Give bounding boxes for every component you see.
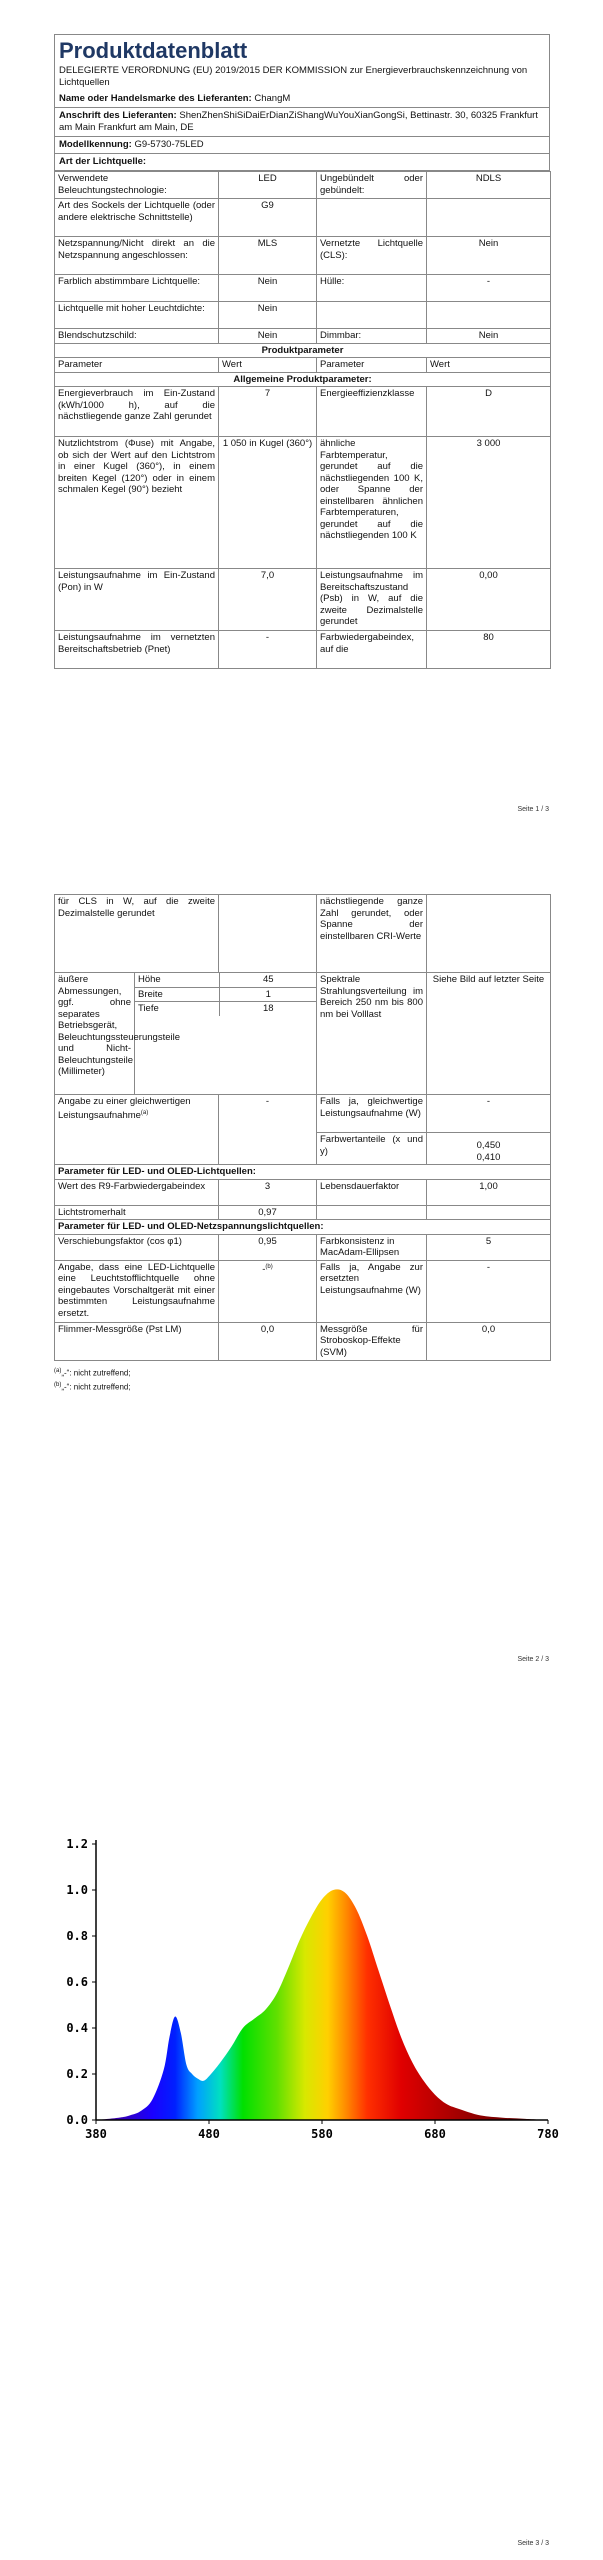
dim-name: Höhe: [135, 973, 219, 987]
datasheet-page-1: [54, 34, 550, 669]
y-tick-label: 0.6: [66, 1975, 88, 1989]
life-label: Lebensdauerfaktor: [317, 1179, 427, 1205]
svm-label: Messgröße für Stroboskop-Effekte (SVM): [317, 1322, 427, 1360]
type-label-2: [317, 199, 427, 237]
model-row: [54, 137, 550, 154]
equiv-value: -: [219, 1095, 317, 1165]
table-row: [55, 631, 551, 669]
regulation-text: DELEGIERTE VERORDNUNG (EU) 2019/2015 DER KOMMISSION zur Energieverbrauchskennzeichnung von Lichtquellen: [59, 65, 528, 88]
footnote-a-marker: (a): [140, 1109, 149, 1116]
type-label-1: Verwendete Beleuchtungstechnologie:: [55, 172, 219, 199]
replace-value: [219, 1260, 317, 1322]
type-value-1: G9: [219, 199, 317, 237]
dim-value: 45: [219, 973, 317, 987]
table-row: [55, 1095, 551, 1133]
type-label-2: Hülle:: [317, 275, 427, 302]
y-tick-label: 0.4: [66, 2021, 88, 2035]
model-label: Modellkennung:: [59, 139, 132, 150]
maint-label: Lichtstromerhalt: [55, 1205, 219, 1220]
light-source-type-table: [54, 171, 551, 669]
param-label-2: ähnliche Farbtemperatur, gerundet auf die nächstliegenden 100 K, oder Spanne der einstellbaren ähnlichen Farbtemperaturen, gerundet auf die nächstliegenden 100 K: [317, 437, 427, 569]
param-label-2: Energieeffizienzklasse: [317, 387, 427, 437]
general-params-header-row: [55, 372, 551, 387]
type-value-2: Nein: [427, 329, 551, 344]
type-value-1: Nein: [219, 275, 317, 302]
page-3: [0, 1670, 603, 2560]
spectral-value: Siehe Bild auf letzter Seite: [427, 973, 551, 1095]
dimensions-subtable: [135, 973, 317, 1016]
y-tick-label: 0.8: [66, 1929, 88, 1943]
equiv-yes-label: Falls ja, gleichwertige Leistungsaufnahme (W): [317, 1095, 427, 1133]
chart-area: [66, 1837, 559, 2141]
model-value: G9-5730-75LED: [134, 139, 204, 150]
page-title: Produktdatenblatt: [59, 38, 248, 63]
datasheet-page-2: [54, 894, 550, 1394]
footnotes: [54, 1365, 550, 1394]
cont-value-2: [427, 895, 551, 973]
y-tick-label: 0.2: [66, 2067, 88, 2081]
supplier-address-value: ShenZhenShiSiDaiErDianZiShangWuYouXianGongSi, Bettinastr. 30, 60325 Frankfurt am Main Frankfurt am Main, DE: [59, 110, 538, 133]
table-row: [55, 237, 551, 275]
table-row: [55, 329, 551, 344]
supplier-address-row: [54, 108, 550, 137]
type-label-2: Vernetzte Lichtquelle (CLS):: [317, 237, 427, 275]
title-box: [54, 34, 550, 91]
col-value-2: Wert: [427, 358, 551, 373]
mains-header-row: [55, 1220, 551, 1235]
footnote-a-text: „-“: nicht zutreffend;: [61, 1368, 131, 1378]
dim-value: 1: [219, 987, 317, 1002]
x-tick-label: 480: [198, 2127, 220, 2141]
cos-value: 0,95: [219, 1234, 317, 1260]
chroma-x: 0,450: [476, 1140, 501, 1151]
param-value-1: 7,0: [219, 569, 317, 631]
x-tick-label: 580: [311, 2127, 333, 2141]
led-oled-header-row: [55, 1165, 551, 1180]
footnote-a: $^{(a)}$„-“: nicht zutreffend;: [54, 1367, 131, 1378]
macadam-label: Farbkonsistenz in MacAdam-Ellipsen: [317, 1234, 427, 1260]
r9-value: 3: [219, 1179, 317, 1205]
param-value-2: 3 000: [427, 437, 551, 569]
table-row: [55, 172, 551, 199]
type-value-2: [427, 302, 551, 329]
col-param-2: Parameter: [317, 358, 427, 373]
table-row: [55, 1234, 551, 1260]
equiv-label: [55, 1095, 219, 1165]
table-row: [55, 387, 551, 437]
cont-label-1: für CLS in W, auf die zweite Dezimalstelle gerundet: [55, 895, 219, 973]
x-tick-label: 380: [85, 2127, 107, 2141]
dimension-row: [135, 987, 317, 1002]
flicker-value: 0,0: [219, 1322, 317, 1360]
param-label-1: Nutzlichtstrom (Φuse) mit Angabe, ob sich der Wert auf den Lichtstrom in einer Kugel (360°), in einem breiten Kegel (120°) oder in einem schmalen Kegel (90°) bezieht: [55, 437, 219, 569]
type-value-2: [427, 199, 551, 237]
dim-name: Tiefe: [135, 1002, 219, 1016]
replace-yes-label: Falls ja, Angabe zur ersetzten Leistungsaufnahme (W): [317, 1260, 427, 1322]
dim-name: Breite: [135, 987, 219, 1002]
led-oled-header: Parameter für LED- und OLED-Lichtquellen:: [55, 1165, 551, 1180]
x-tick-label: 780: [537, 2127, 559, 2141]
type-value-2: Nein: [427, 237, 551, 275]
type-value-1: Nein: [219, 302, 317, 329]
general-params-header: Allgemeine Produktparameter:: [55, 372, 551, 387]
column-header-row: [55, 358, 551, 373]
table-row: [55, 973, 551, 1095]
product-params-header-row: [55, 343, 551, 358]
footnote-b-text: „-“: nicht zutreffend;: [61, 1382, 131, 1392]
spectrum-area: [96, 1889, 548, 2120]
param-label-2: Farbwiedergabeindex, auf die: [317, 631, 427, 669]
replace-value-text: -: [262, 1263, 266, 1275]
supplier-name-value: ChangM: [254, 93, 291, 104]
chroma-label: Farbwertanteile (x und y): [317, 1133, 427, 1165]
page-1: [0, 0, 603, 813]
dimension-row: [135, 1002, 317, 1016]
cont-label-2: nächstliegende ganze Zahl gerundet, oder Spanne der einstellbaren CRI-Werte: [317, 895, 427, 973]
supplier-name-row: [54, 91, 550, 108]
x-tick-label: 680: [424, 2127, 446, 2141]
table-row: [55, 1205, 551, 1220]
supplier-name-label: Name oder Handelsmarke des Lieferanten:: [59, 93, 252, 104]
page-number-2: Seite 2 / 3: [517, 1656, 549, 1663]
table-row: [55, 1322, 551, 1360]
type-label-1: Lichtquelle mit hoher Leuchtdichte:: [55, 302, 219, 329]
light-source-type-header: [54, 154, 550, 171]
footnote-b: $^{(b)}$„-“: nicht zutreffend;: [54, 1382, 131, 1392]
empty-cell: [427, 1205, 551, 1220]
footnote-b-marker: (b): [265, 1263, 273, 1270]
table-row: [55, 895, 551, 973]
equiv-label-text: Angabe zu einer gleichwertigen Leistungsaufnahme: [58, 1096, 191, 1121]
param-label-1: Leistungsaufnahme im vernetzten Bereitschaftsbetrieb (Pnet): [55, 631, 219, 669]
replace-yes-value: -: [427, 1260, 551, 1322]
type-label-1: Blendschutzschild:: [55, 329, 219, 344]
table-row: [55, 199, 551, 237]
param-value-2: D: [427, 387, 551, 437]
type-value-1: Nein: [219, 329, 317, 344]
col-value-1: Wert: [219, 358, 317, 373]
cos-label: Verschiebungsfaktor (cos φ1): [55, 1234, 219, 1260]
type-value-1: LED: [219, 172, 317, 199]
cont-value-1: [219, 895, 317, 973]
life-value: 1,00: [427, 1179, 551, 1205]
supplier-address-label: Anschrift des Lieferanten:: [59, 110, 177, 121]
chroma-values: [427, 1133, 551, 1165]
dimensions-label: äußere Abmessungen, ggf. ohne separates Betriebsgerät, Beleuchtungssteuerungsteile und Nicht-Beleuchtungsteile (Millimeter): [55, 973, 135, 1095]
type-label-1: Netzspannung/Nicht direkt an die Netzspannung angeschlossen:: [55, 237, 219, 275]
svm-value: 0,0: [427, 1322, 551, 1360]
y-tick-label: 1.0: [66, 1883, 88, 1897]
table-row: [55, 437, 551, 569]
page-2: [0, 810, 603, 1670]
page-number-3: Seite 3 / 3: [517, 2540, 549, 2547]
param-value-2: 0,00: [427, 569, 551, 631]
table-row: [55, 1179, 551, 1205]
param-value-1: 7: [219, 387, 317, 437]
col-param-1: Parameter: [55, 358, 219, 373]
type-value-2: -: [427, 275, 551, 302]
light-source-type-header-text: Art der Lichtquelle:: [59, 156, 147, 167]
r9-label: Wert des R9-Farbwiedergabeindex: [55, 1179, 219, 1205]
chroma-y: 0,410: [476, 1151, 501, 1163]
param-value-1: 1 050 in Kugel (360°): [219, 437, 317, 569]
maint-value: 0,97: [219, 1205, 317, 1220]
y-tick-label: 1.2: [66, 1837, 88, 1851]
type-label-2: Dimmbar:: [317, 329, 427, 344]
type-label-1: Farblich abstimmbare Lichtquelle:: [55, 275, 219, 302]
param-label-1: Energieverbrauch im Ein-Zustand (kWh/1000 h), auf die nächstliegende ganze Zahl gerundet: [55, 387, 219, 437]
type-label-2: Ungebündelt oder gebündelt:: [317, 172, 427, 199]
table-row: [55, 1260, 551, 1322]
spectrum-chart: [40, 1820, 560, 2150]
equiv-yes-value: -: [427, 1095, 551, 1133]
macadam-value: 5: [427, 1234, 551, 1260]
table-row: [55, 275, 551, 302]
spectral-label: Spektrale Strahlungsverteilung im Bereich 250 nm bis 800 nm bei Volllast: [317, 973, 427, 1095]
empty-cell: [317, 1205, 427, 1220]
parameter-table-continued: [54, 894, 551, 1361]
product-params-header: Produktparameter: [55, 343, 551, 358]
type-value-1: MLS: [219, 237, 317, 275]
table-row: [55, 569, 551, 631]
type-value-2: NDLS: [427, 172, 551, 199]
param-label-1: Leistungsaufnahme im Ein-Zustand (Pon) in W: [55, 569, 219, 631]
param-value-1: -: [219, 631, 317, 669]
param-value-2: 80: [427, 631, 551, 669]
y-tick-label: 0.0: [66, 2113, 88, 2127]
mains-header: Parameter für LED- und OLED-Netzspannungslichtquellen:: [55, 1220, 551, 1235]
page-number-1: Seite 1 / 3: [517, 806, 549, 813]
dim-value: 18: [262, 1003, 274, 1014]
type-label-2: [317, 302, 427, 329]
table-row: [55, 302, 551, 329]
param-label-2: Leistungsaufnahme im Bereitschaftszustand (Psb) in W, auf die zweite Dezimalstelle gerundet: [317, 569, 427, 631]
flicker-label: Flimmer-Messgröße (Pst LM): [55, 1322, 219, 1360]
type-label-1: Art des Sockels der Lichtquelle (oder andere elektrische Schnittstelle): [55, 199, 219, 237]
dimension-row: [135, 973, 317, 987]
replace-label: Angabe, dass eine LED-Lichtquelle eine Leuchtstofflichtquelle ohne eingebautes Vorschaltgerät mit einer bestimmten Leistungsaufnahme ersetzt.: [55, 1260, 219, 1322]
